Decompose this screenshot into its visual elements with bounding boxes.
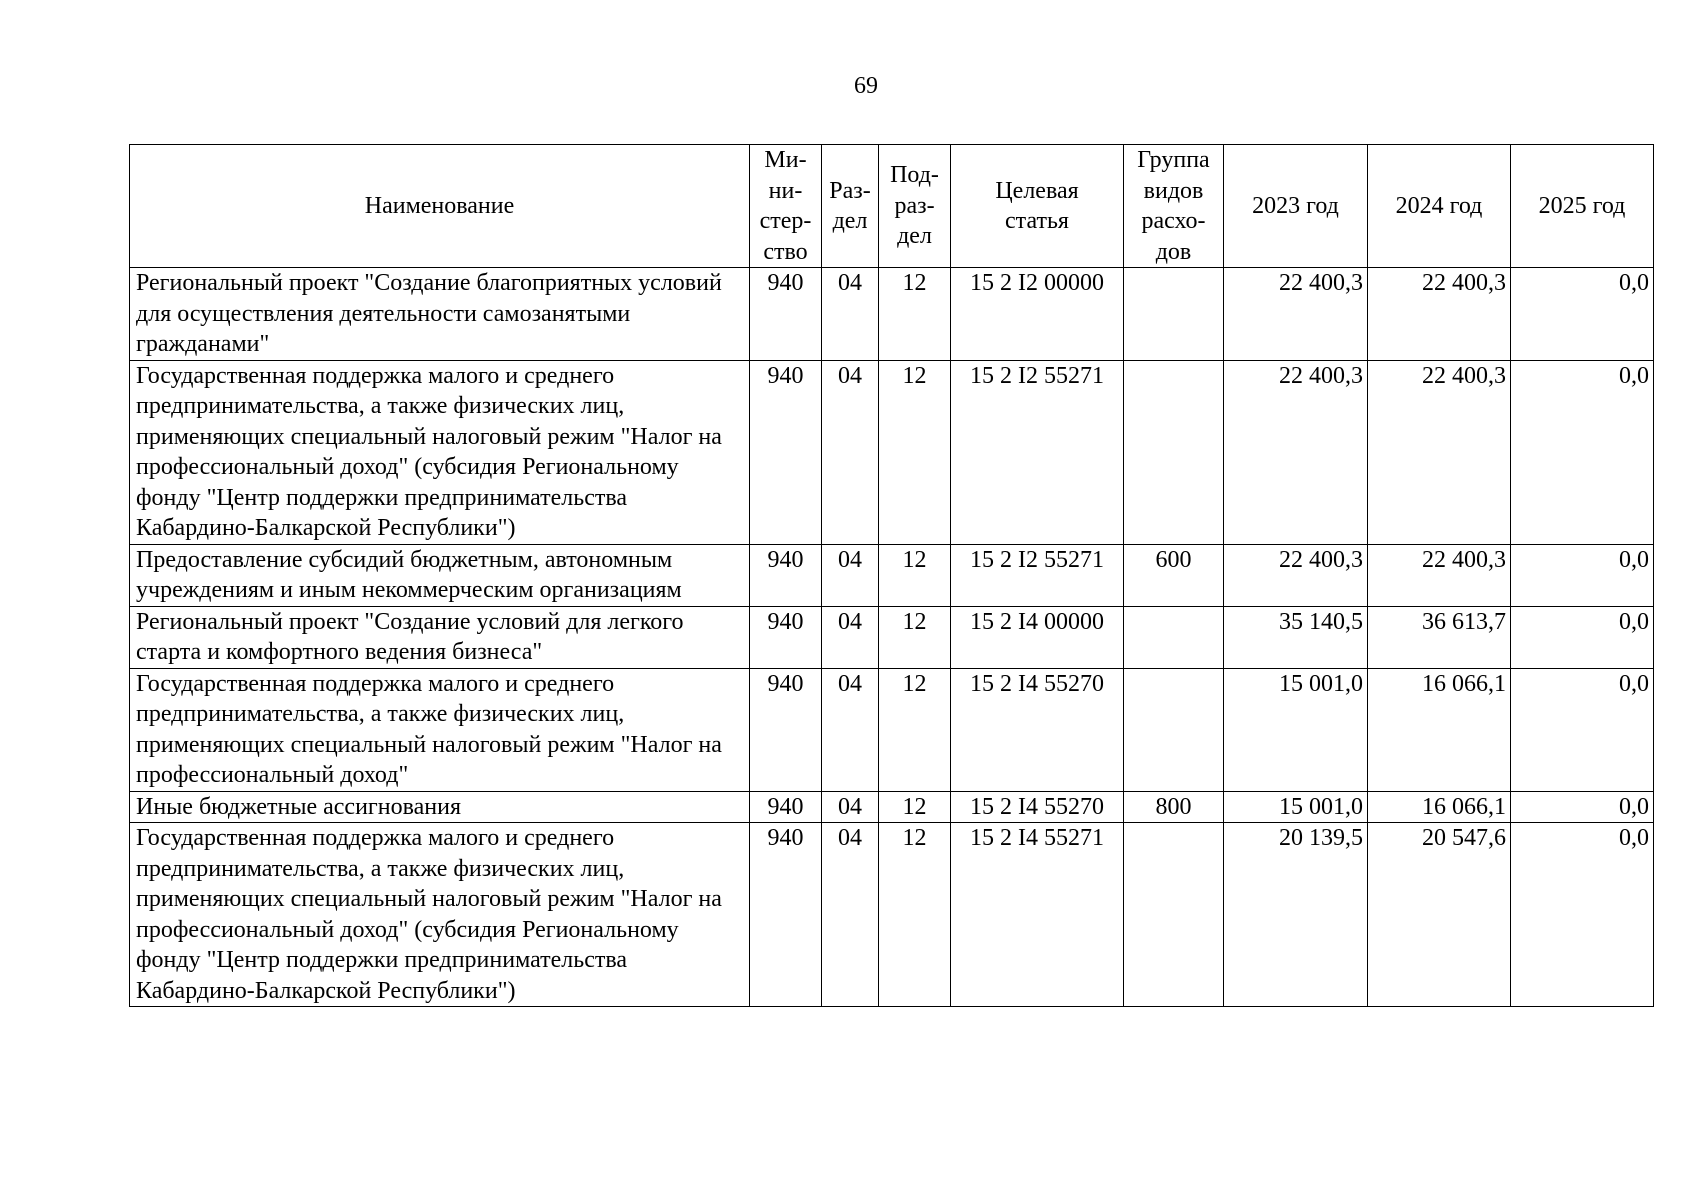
row-section: 04	[822, 823, 879, 1007]
row-target: 15 2 I4 55270	[951, 668, 1124, 791]
table-row	[130, 360, 1654, 544]
row-name: Региональный проект "Создание благоприятных условий для осуществления деятельности самозанятыми гражданами"	[130, 268, 750, 361]
row-expense-group: 800	[1124, 791, 1224, 823]
row-2024: 22 400,3	[1368, 544, 1511, 606]
row-target: 15 2 I4 00000	[951, 606, 1124, 668]
row-2023: 22 400,3	[1224, 360, 1368, 544]
budget-table	[129, 144, 1654, 1007]
row-2025: 0,0	[1511, 544, 1654, 606]
row-expense-group	[1124, 360, 1224, 544]
row-2023: 15 001,0	[1224, 791, 1368, 823]
row-target: 15 2 I4 55270	[951, 791, 1124, 823]
row-ministry: 940	[750, 668, 822, 791]
row-section: 04	[822, 360, 879, 544]
row-name: Государственная поддержка малого и среднего предпринимательства, а также физических лиц, применяющих специальный налоговый режим "Налог на профессиональный доход" (субсидия Региональному фонду "Центр поддержки предпринимательства Кабардино-Балкарской Республики")	[130, 823, 750, 1007]
row-section: 04	[822, 268, 879, 361]
table-row	[130, 791, 1654, 823]
row-target: 15 2 I2 55271	[951, 544, 1124, 606]
row-2024: 36 613,7	[1368, 606, 1511, 668]
row-expense-group	[1124, 606, 1224, 668]
row-2023: 35 140,5	[1224, 606, 1368, 668]
row-2025: 0,0	[1511, 791, 1654, 823]
row-section: 04	[822, 544, 879, 606]
row-2024: 20 547,6	[1368, 823, 1511, 1007]
row-subsection: 12	[879, 823, 951, 1007]
table-header-row	[130, 145, 1654, 268]
table-row	[130, 606, 1654, 668]
row-name: Государственная поддержка малого и среднего предпринимательства, а также физических лиц, применяющих специальный налоговый режим "Налог на профессиональный доход"	[130, 668, 750, 791]
row-section: 04	[822, 791, 879, 823]
row-2025: 0,0	[1511, 360, 1654, 544]
row-2024: 22 400,3	[1368, 360, 1511, 544]
row-2023: 22 400,3	[1224, 544, 1368, 606]
row-ministry: 940	[750, 791, 822, 823]
row-target: 15 2 I4 55271	[951, 823, 1124, 1007]
page-number: 69	[854, 73, 878, 99]
row-expense-group	[1124, 668, 1224, 791]
header-subsection: Под- раз- дел	[879, 145, 951, 268]
row-expense-group	[1124, 268, 1224, 361]
row-2025: 0,0	[1511, 606, 1654, 668]
row-2025: 0,0	[1511, 268, 1654, 361]
row-name: Предоставление субсидий бюджетным, автономным учреждениям и иным некоммерческим организациям	[130, 544, 750, 606]
row-target: 15 2 I2 00000	[951, 268, 1124, 361]
row-subsection: 12	[879, 791, 951, 823]
row-subsection: 12	[879, 544, 951, 606]
row-expense-group: 600	[1124, 544, 1224, 606]
row-subsection: 12	[879, 606, 951, 668]
row-2024: 16 066,1	[1368, 791, 1511, 823]
row-section: 04	[822, 668, 879, 791]
header-expense-group: Группа видов расхо- дов	[1124, 145, 1224, 268]
row-ministry: 940	[750, 823, 822, 1007]
row-ministry: 940	[750, 544, 822, 606]
row-ministry: 940	[750, 360, 822, 544]
header-2024: 2024 год	[1368, 145, 1511, 268]
row-2023: 22 400,3	[1224, 268, 1368, 361]
row-ministry: 940	[750, 606, 822, 668]
header-name: Наименование	[130, 145, 750, 268]
table-row	[130, 268, 1654, 361]
row-name: Государственная поддержка малого и среднего предпринимательства, а также физических лиц, применяющих специальный налоговый режим "Налог на профессиональный доход" (субсидия Региональному фонду "Центр поддержки предпринимательства Кабардино-Балкарской Республики")	[130, 360, 750, 544]
row-2024: 22 400,3	[1368, 268, 1511, 361]
header-2023: 2023 год	[1224, 145, 1368, 268]
row-expense-group	[1124, 823, 1224, 1007]
row-2025: 0,0	[1511, 823, 1654, 1007]
row-2025: 0,0	[1511, 668, 1654, 791]
row-ministry: 940	[750, 268, 822, 361]
row-name: Региональный проект "Создание условий для легкого старта и комфортного ведения бизнеса"	[130, 606, 750, 668]
row-target: 15 2 I2 55271	[951, 360, 1124, 544]
table-row	[130, 823, 1654, 1007]
row-section: 04	[822, 606, 879, 668]
row-2024: 16 066,1	[1368, 668, 1511, 791]
row-2023: 15 001,0	[1224, 668, 1368, 791]
row-subsection: 12	[879, 668, 951, 791]
header-target: Целевая статья	[951, 145, 1124, 268]
table-row	[130, 668, 1654, 791]
header-2025: 2025 год	[1511, 145, 1654, 268]
row-subsection: 12	[879, 360, 951, 544]
table-row	[130, 544, 1654, 606]
row-name: Иные бюджетные ассигнования	[130, 791, 750, 823]
row-subsection: 12	[879, 268, 951, 361]
header-ministry: Ми- ни- стер- ство	[750, 145, 822, 268]
header-section: Раз- дел	[822, 145, 879, 268]
row-2023: 20 139,5	[1224, 823, 1368, 1007]
